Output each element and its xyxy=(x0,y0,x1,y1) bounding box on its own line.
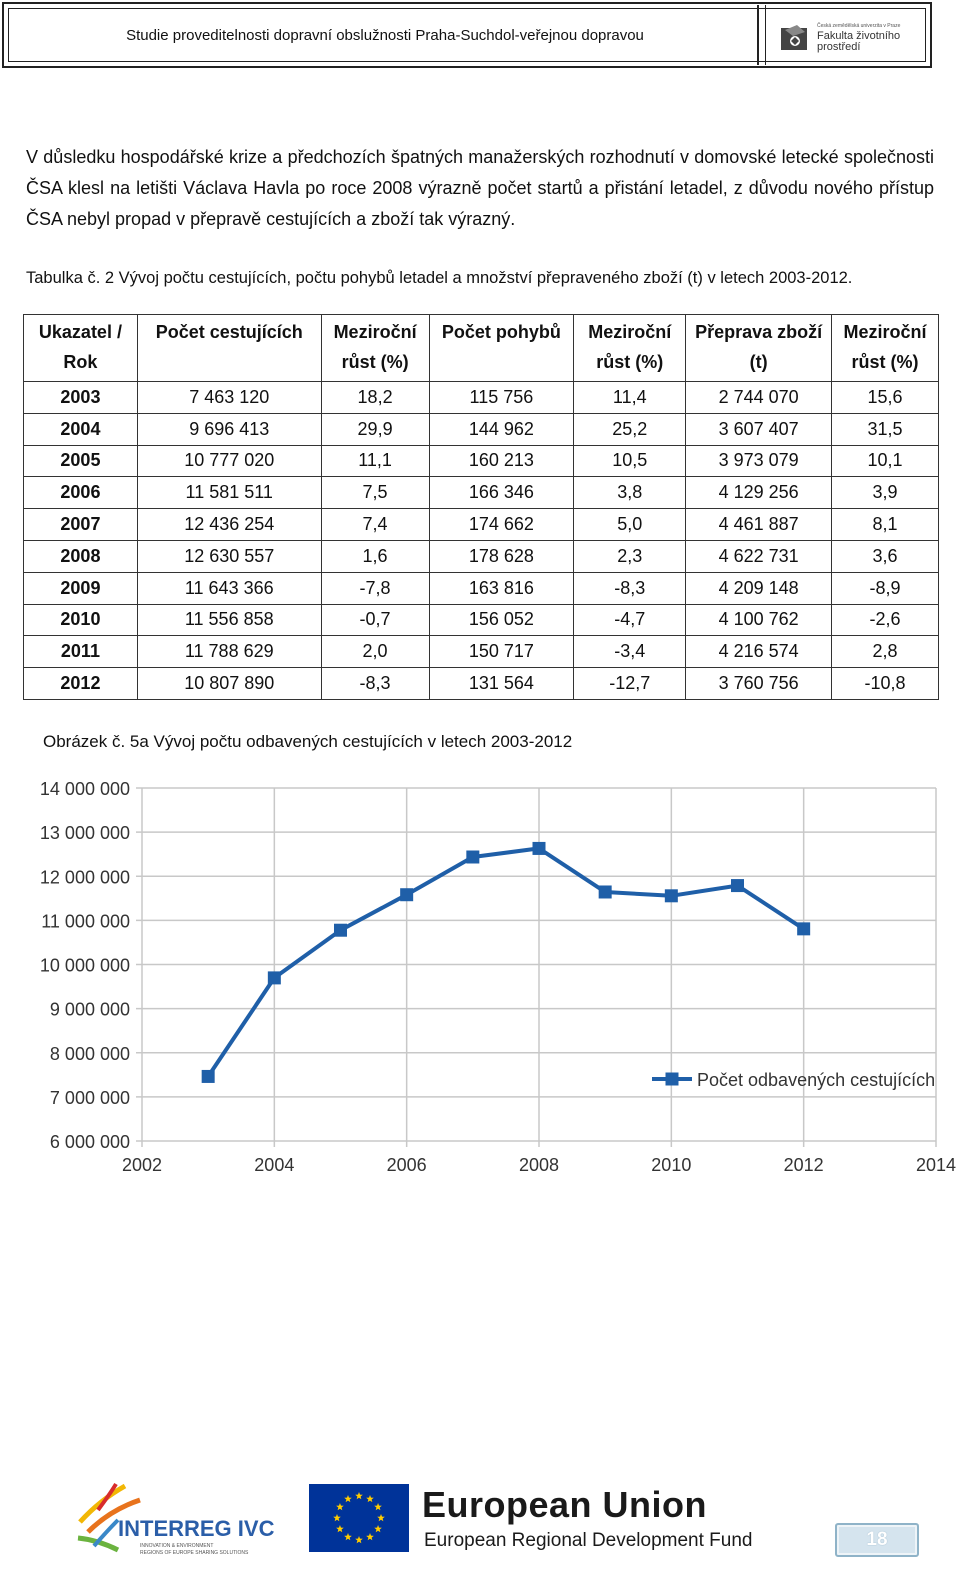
cell-cargo: 4 461 887 xyxy=(686,509,832,541)
y-tick-label: 8 000 000 xyxy=(49,1043,130,1064)
x-tick-label: 2014 xyxy=(915,1155,957,1175)
cell-passengers: 7 463 120 xyxy=(137,382,321,414)
cell-passengers-growth: 1,6 xyxy=(321,540,429,572)
header-frame xyxy=(8,8,926,62)
cell-passengers-growth: 7,5 xyxy=(321,477,429,509)
table-header-row xyxy=(24,315,939,382)
eu-subtitle: European Regional Development Fund xyxy=(424,1530,753,1551)
eu-title: European Union xyxy=(422,1484,707,1525)
cell-passengers: 9 696 413 xyxy=(137,413,321,445)
header-cargo-growth: Meziroční růst (%) xyxy=(832,315,939,382)
cell-movements-growth: -8,3 xyxy=(574,572,686,604)
cell-cargo: 3 760 756 xyxy=(686,668,832,700)
header-passengers-growth: Meziroční růst (%) xyxy=(321,315,429,382)
cell-movements-growth: 2,3 xyxy=(574,540,686,572)
cell-passengers-growth: -0,7 xyxy=(321,604,429,636)
cell-movements-growth: 11,4 xyxy=(574,382,686,414)
table-row xyxy=(24,636,939,668)
cell-year: 2008 xyxy=(24,540,138,572)
cell-cargo-growth: 2,8 xyxy=(832,636,939,668)
cell-cargo: 2 744 070 xyxy=(686,382,832,414)
data-point xyxy=(400,888,413,901)
cell-cargo: 4 216 574 xyxy=(686,636,832,668)
cell-cargo-growth: 31,5 xyxy=(832,413,939,445)
eu-flag-icon xyxy=(309,1484,409,1552)
figure-caption: Obrázek č. 5a Vývoj počtu odbavených cestujících v letech 2003-2012 xyxy=(43,732,573,751)
cell-passengers: 11 788 629 xyxy=(137,636,321,668)
y-tick-label: 11 000 000 xyxy=(41,911,130,932)
table-row xyxy=(24,668,939,700)
cell-cargo-growth: 3,9 xyxy=(832,477,939,509)
cell-passengers: 12 630 557 xyxy=(137,540,321,572)
cell-passengers: 10 777 020 xyxy=(137,445,321,477)
cell-year: 2007 xyxy=(24,509,138,541)
header-divider xyxy=(757,5,766,65)
cell-movements: 131 564 xyxy=(429,668,574,700)
cell-year: 2004 xyxy=(24,413,138,445)
cell-movements: 174 662 xyxy=(429,509,574,541)
interreg-name: INTERREG IVC xyxy=(118,1516,275,1541)
cell-cargo-growth: 15,6 xyxy=(832,382,939,414)
cell-movements-growth: 10,5 xyxy=(574,445,686,477)
cell-movements: 150 717 xyxy=(429,636,574,668)
cell-movements: 115 756 xyxy=(429,382,574,414)
cell-movements-growth: -12,7 xyxy=(574,668,686,700)
cell-year: 2009 xyxy=(24,572,138,604)
data-point xyxy=(202,1070,215,1083)
table-caption: Tabulka č. 2 Vývoj počtu cestujících, počtu pohybů letadel a množství přepraveného zboží (t) v letech 2003-2012. xyxy=(26,269,853,287)
data-point xyxy=(268,971,281,984)
interreg-tagline-2: REGIONS OF EUROPE SHARING SOLUTIONS xyxy=(140,1550,249,1556)
x-tick-label: 2012 xyxy=(783,1155,824,1175)
passengers-line-chart xyxy=(0,770,960,1190)
data-point xyxy=(533,842,546,855)
y-tick-label: 12 000 000 xyxy=(39,867,130,888)
data-point xyxy=(665,889,678,902)
data-point xyxy=(731,879,744,892)
cell-movements-growth: 3,8 xyxy=(574,477,686,509)
y-tick-label: 6 000 000 xyxy=(49,1132,130,1152)
series-line xyxy=(208,848,804,1076)
y-tick-label: 13 000 000 xyxy=(39,823,130,844)
cell-cargo: 4 209 148 xyxy=(686,572,832,604)
legend-marker xyxy=(666,1073,679,1086)
header-movements: Počet pohybů xyxy=(429,315,574,382)
cell-year: 2011 xyxy=(24,636,138,668)
page-number-text: 18 xyxy=(866,1529,888,1550)
table-row xyxy=(24,509,939,541)
cell-passengers: 10 807 890 xyxy=(137,668,321,700)
cell-movements-growth: 25,2 xyxy=(574,413,686,445)
cell-cargo-growth: 8,1 xyxy=(832,509,939,541)
header-passengers: Počet cestujících xyxy=(137,315,321,382)
data-point xyxy=(797,922,810,935)
cell-movements-growth: 5,0 xyxy=(574,509,686,541)
cell-cargo-growth: -8,9 xyxy=(832,572,939,604)
faculty-name-line1: Fakulta životního xyxy=(817,29,901,42)
cell-movements: 144 962 xyxy=(429,413,574,445)
cell-movements: 160 213 xyxy=(429,445,574,477)
y-tick-label: 10 000 000 xyxy=(39,955,130,976)
table-row xyxy=(24,413,939,445)
header-indicator-year: Ukazatel / Rok xyxy=(24,315,138,382)
cell-cargo: 4 100 762 xyxy=(686,604,832,636)
faculty-emblem-icon xyxy=(779,22,811,54)
body-paragraph: V důsledku hospodářské krize a předchozích špatných manažerských rozhodnutí v domovské letecké společnosti ČSA klesl na letišti Václava Havla po roce 2008 výrazně počet startů a přistání letadel, z důvodu nového přístup ČSA nebyl propad v přepravě cestujících a zboží tak výrazný. xyxy=(26,147,934,229)
document-title: Studie proveditelnosti dopravní obslužnosti Praha-Suchdol-veřejnou dopravou xyxy=(126,26,644,44)
x-tick-label: 2008 xyxy=(518,1155,560,1175)
cell-year: 2010 xyxy=(24,604,138,636)
cell-cargo-growth: 10,1 xyxy=(832,445,939,477)
legend-label: Počet odbavených cestujících xyxy=(697,1070,936,1090)
y-tick-label: 7 000 000 xyxy=(49,1087,130,1108)
data-point xyxy=(334,924,347,937)
y-tick-label: 9 000 000 xyxy=(49,999,130,1020)
traffic-table xyxy=(23,314,939,700)
cell-cargo-growth: -2,6 xyxy=(832,604,939,636)
faculty-logo xyxy=(779,17,927,59)
faculty-university: Česká zemědělská univerzita v Praze xyxy=(817,22,901,29)
data-point xyxy=(599,885,612,898)
cell-movements-growth: -3,4 xyxy=(574,636,686,668)
cell-cargo-growth: -10,8 xyxy=(832,668,939,700)
cell-passengers: 11 581 511 xyxy=(137,477,321,509)
interreg-logo xyxy=(70,1480,296,1558)
cell-passengers-growth: -7,8 xyxy=(321,572,429,604)
header-movements-growth: Meziroční růst (%) xyxy=(574,315,686,382)
cell-movements: 166 346 xyxy=(429,477,574,509)
cell-movements: 163 816 xyxy=(429,572,574,604)
table-row xyxy=(24,382,939,414)
table-row xyxy=(24,477,939,509)
cell-year: 2006 xyxy=(24,477,138,509)
table-row xyxy=(24,540,939,572)
cell-cargo: 4 129 256 xyxy=(686,477,832,509)
page-number xyxy=(835,1523,919,1557)
cell-cargo: 3 607 407 xyxy=(686,413,832,445)
cell-year: 2005 xyxy=(24,445,138,477)
x-tick-label: 2002 xyxy=(121,1155,163,1175)
data-point xyxy=(466,851,479,864)
cell-passengers: 11 556 858 xyxy=(137,604,321,636)
cell-passengers: 12 436 254 xyxy=(137,509,321,541)
interreg-tagline-1: INNOVATION & ENVIRONMENT xyxy=(140,1543,214,1549)
table-row xyxy=(24,445,939,477)
x-tick-label: 2010 xyxy=(651,1155,692,1175)
table-row xyxy=(24,572,939,604)
page-header xyxy=(2,2,932,68)
table-row xyxy=(24,604,939,636)
cell-movements: 178 628 xyxy=(429,540,574,572)
cell-year: 2003 xyxy=(24,382,138,414)
x-tick-label: 2004 xyxy=(254,1155,295,1175)
cell-cargo-growth: 3,6 xyxy=(832,540,939,572)
cell-passengers-growth: 2,0 xyxy=(321,636,429,668)
cell-passengers-growth: -8,3 xyxy=(321,668,429,700)
cell-cargo: 3 973 079 xyxy=(686,445,832,477)
cell-passengers-growth: 11,1 xyxy=(321,445,429,477)
cell-cargo: 4 622 731 xyxy=(686,540,832,572)
cell-passengers-growth: 29,9 xyxy=(321,413,429,445)
x-tick-label: 2006 xyxy=(386,1155,427,1175)
cell-movements-growth: -4,7 xyxy=(574,604,686,636)
cell-passengers-growth: 7,4 xyxy=(321,509,429,541)
cell-passengers: 11 643 366 xyxy=(137,572,321,604)
faculty-name-line2: prostředí xyxy=(817,40,861,53)
cell-passengers-growth: 18,2 xyxy=(321,382,429,414)
cell-movements: 156 052 xyxy=(429,604,574,636)
header-cargo: Přeprava zboží (t) xyxy=(686,315,832,382)
y-tick-label: 14 000 000 xyxy=(39,779,130,799)
cell-year: 2012 xyxy=(24,668,138,700)
